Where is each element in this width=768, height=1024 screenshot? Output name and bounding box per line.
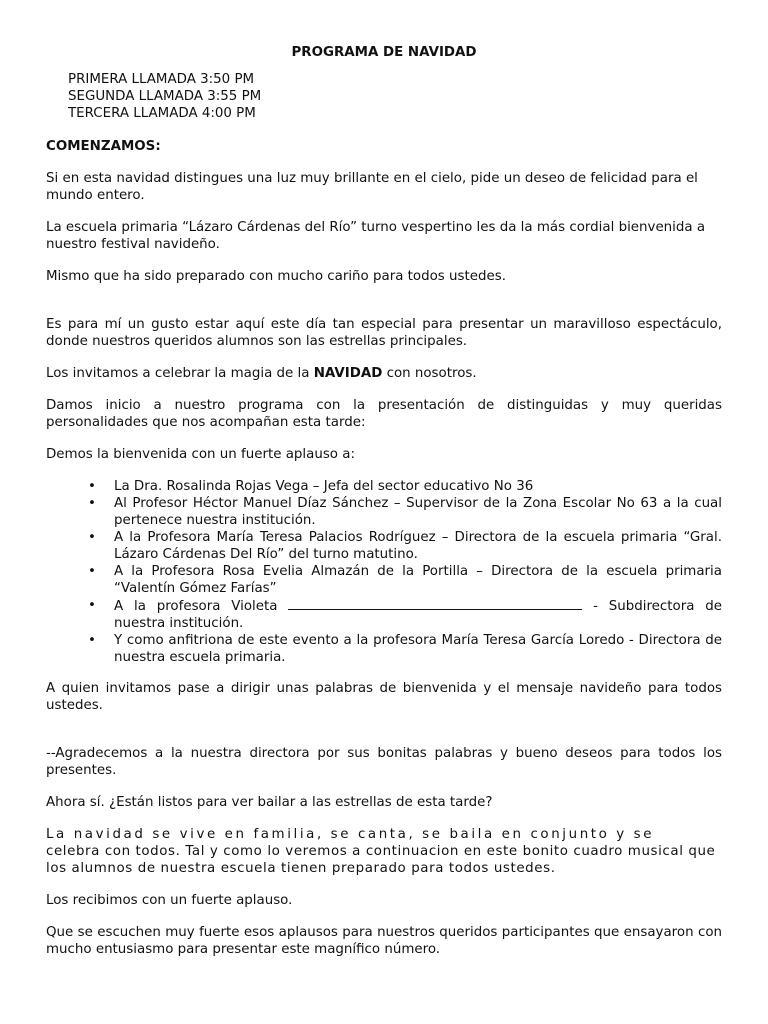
first-call: PRIMERA LLAMADA 3:50 PM xyxy=(68,72,255,87)
guest-text-after: - Subdirectora de nuestra institución. xyxy=(114,599,722,631)
third-call: TERCERA LLAMADA 4:00 PM xyxy=(68,106,256,121)
paragraph-program-start: Damos inicio a nuestro programa con la presentación de distinguidas y muy queridas personalidades que nos acompañan esta tarde: xyxy=(46,398,722,430)
paragraph-presenter: Es para mí un gusto estar aquí este día tan especial para presentar un maravilloso espectáculo, donde nuestros queridos alumnos son las estrellas principales. xyxy=(46,317,722,349)
second-call: SEGUNDA LLAMADA 3:55 PM xyxy=(68,89,262,104)
invite-text-after: con nosotros. xyxy=(382,366,477,381)
paragraph-thanks: --Agradecemos a la nuestra directora por sus bonitas palabras y bueno deseos para todos los presentes. xyxy=(46,746,722,778)
paragraph-applause-intro: Demos la bienvenida con un fuerte aplauso a: xyxy=(46,447,355,462)
document-title: PROGRAMA DE NAVIDAD xyxy=(291,45,477,60)
list-item: • Y como anfitriona de este evento a la profesora María Teresa García Loredo - Directora de nuestra escuela primaria. xyxy=(88,632,722,666)
invite-text-before: Los invitamos a celebrar la magia de la xyxy=(46,366,314,381)
paragraph-invite xyxy=(46,365,722,382)
list-item: • Al Profesor Héctor Manuel Díaz Sánchez – Supervisor de la Zona Escolar No 63 a la cual pertenece nuestra institución. xyxy=(88,495,722,529)
list-item xyxy=(88,597,722,632)
paragraph-welcome: La escuela primaria “Lázaro Cárdenas del Río” turno vespertino les da la más cordial bienvenida a nuestro festival navideño. xyxy=(46,220,706,252)
paragraph-ready: Ahora sí. ¿Están listos para ver bailar a las estrellas de esta tarde? xyxy=(46,795,493,810)
paragraph-wish: Si en esta navidad distingues una luz muy brillante en el cielo, pide un deseo de felicidad para el mundo entero. xyxy=(46,171,698,203)
list-item: • La Dra. Rosalinda Rojas Vega – Jefa del sector educativo No 36 xyxy=(88,478,722,495)
paragraph-director-invite: A quien invitamos pase a dirigir unas palabras de bienvenida y el mensaje navideño para todos ustedes. xyxy=(46,681,722,713)
list-item: • A la Profesora María Teresa Palacios Rodríguez – Directora de la escuela primaria “Gral. Lázaro Cárdenas Del Río” del turno matutino. xyxy=(88,529,722,563)
paragraph-family xyxy=(46,826,722,877)
family-line-rest: celebra con todos. Tal y como lo veremos a continuacion en este bonito cuadro musical que los alumnos de nuestra escuela tienen preparado para todos ustedes. xyxy=(46,844,716,876)
list-item: • A la Profesora Rosa Evelia Almazán de la Portilla – Directora de la escuela primaria “Valentín Gómez Farías” xyxy=(88,563,722,597)
guest-list xyxy=(46,478,722,666)
paragraph-applause-final: Que se escuchen muy fuerte esos aplausos para nuestros queridos participantes que ensayaron con mucho entusiasmo para presentar este magnífico número. xyxy=(46,925,722,957)
section-heading: COMENZAMOS: xyxy=(46,139,161,154)
paragraph-receive: Los recibimos con un fuerte aplauso. xyxy=(46,893,293,908)
family-line-1: La navidad se vive en familia, se canta, se baila en conjunto y se xyxy=(46,827,655,842)
name-blank-line xyxy=(288,597,582,610)
paragraph-prepared: Mismo que ha sido preparado con mucho cariño para todos ustedes. xyxy=(46,269,506,284)
call-times xyxy=(68,71,722,122)
invite-text-bold: NAVIDAD xyxy=(313,366,383,381)
guest-text-before: A la profesora Violeta xyxy=(114,599,289,614)
